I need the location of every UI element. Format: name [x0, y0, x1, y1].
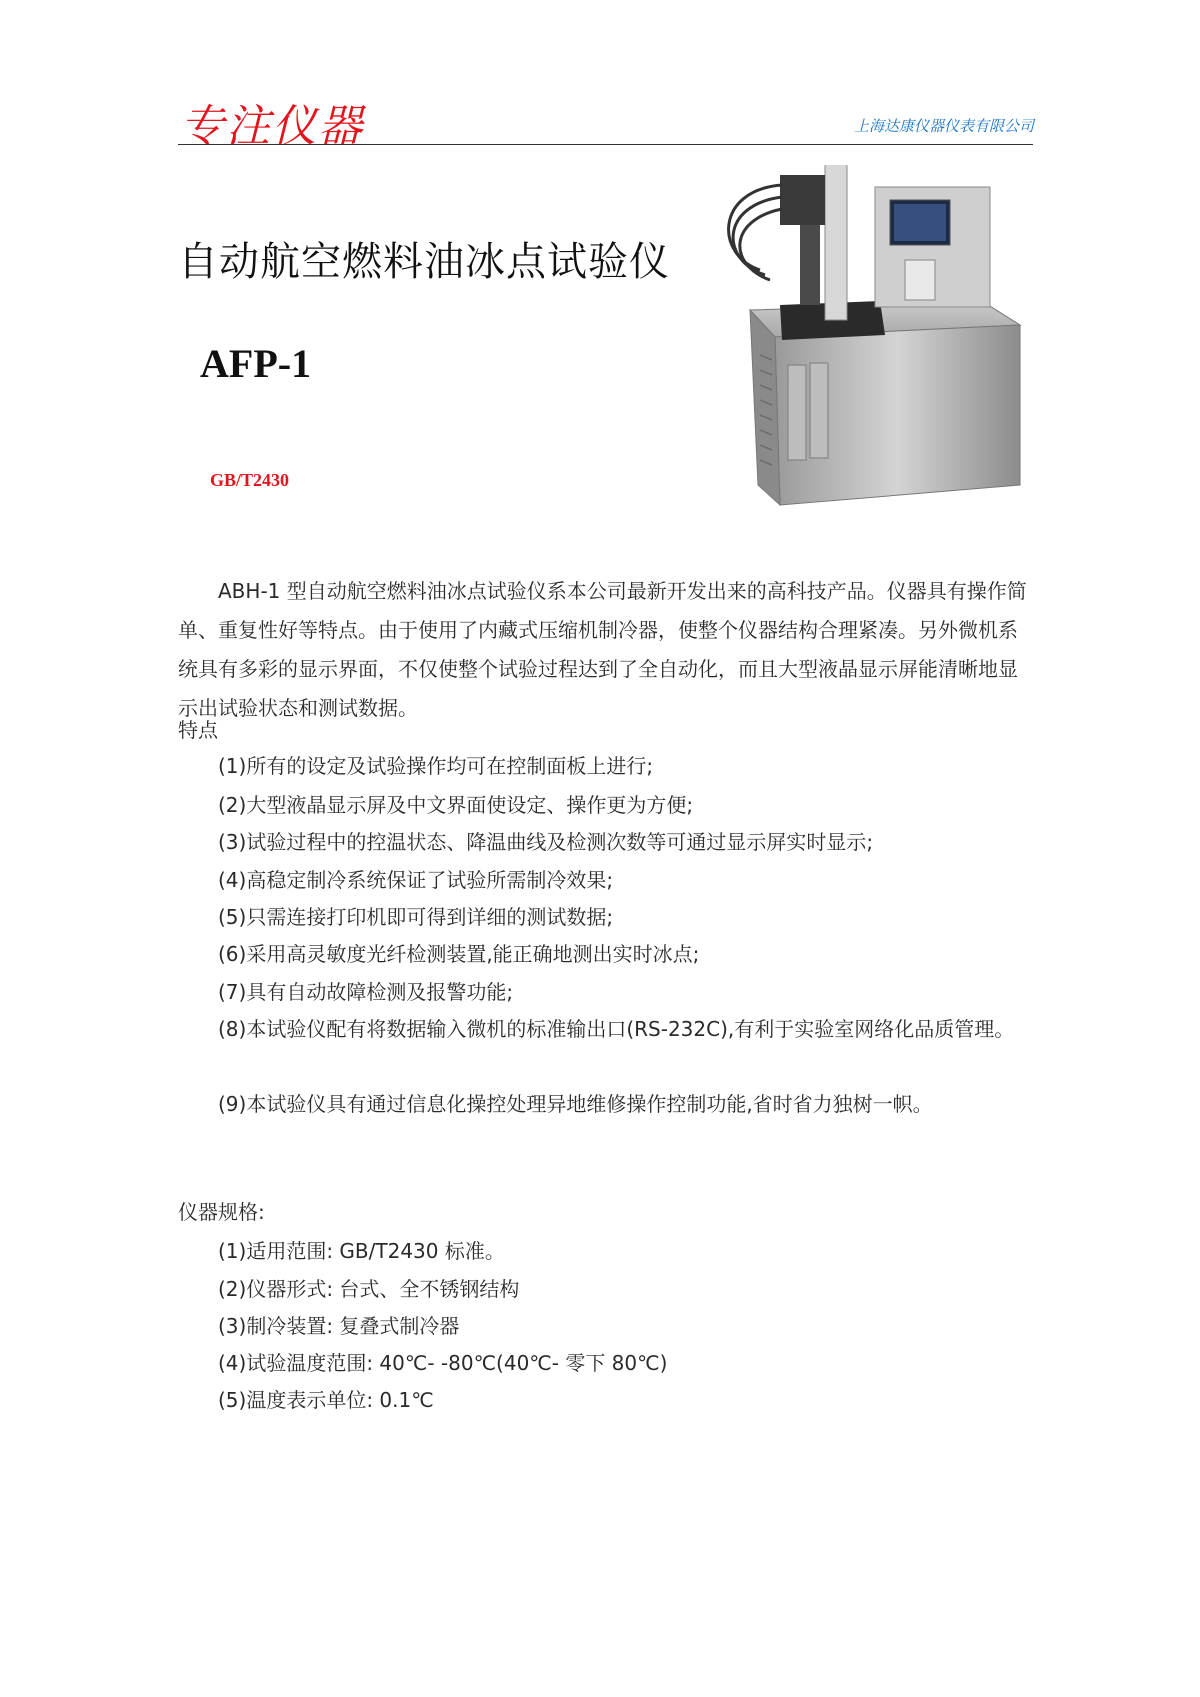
feature-item: (4)高稳定制冷系统保证了试验所需制冷效果;: [218, 868, 614, 892]
feature-item: (7)具有自动故障检测及报警功能;: [218, 980, 514, 1004]
feature-item: (9)本试验仪具有通过信息化操控处理异地维修操作控制功能,省时省力独树一帜。: [218, 1092, 933, 1116]
spec-item: (4)试验温度范围: 40℃- -80℃(40℃- 零下 80℃): [218, 1351, 668, 1375]
product-photo: [720, 165, 1040, 565]
product-title: 自动航空燃料油冰点试验仪: [178, 239, 670, 285]
spec-item: (3)制冷装置: 复叠式制冷器: [218, 1314, 460, 1338]
spec-item: (2)仪器形式: 台式、全不锈钢结构: [218, 1277, 520, 1301]
feature-item: (1)所有的设定及试验操作均可在控制面板上进行;: [218, 754, 654, 778]
feature-item: (2)大型液晶显示屏及中文界面使设定、操作更为方便;: [218, 793, 694, 817]
feature-item: (5)只需连接打印机即可得到详细的测试数据;: [218, 905, 614, 929]
feature-item: (8)本试验仪配有将数据输入微机的标准输出口(RS-232C),有利于实验室网络化品质管理。: [218, 1017, 1015, 1041]
feature-item: (3)试验过程中的控温状态、降温曲线及检测次数等可通过显示屏实时显示;: [218, 830, 874, 854]
product-model: AFP-1: [200, 341, 312, 386]
spec-item: (5)温度表示单位: 0.1℃: [218, 1388, 434, 1412]
header-divider: [178, 144, 1033, 145]
company-name: 上海达康仪器仪表有限公司: [853, 117, 1034, 135]
feature-item: (6)采用高灵敏度光纤检测装置,能正确地测出实时冰点;: [218, 942, 700, 966]
spec-item: (1)适用范围: GB/T2430 标准。: [218, 1239, 505, 1263]
intro-paragraph: ABH-1 型自动航空燃料油冰点试验仪系本公司最新开发出来的高科技产品。仪器具有操作简单、重复性好等特点。由于使用了内藏式压缩机制冷器，使整个仪器结构合理紧凑。另外微机系统具有多彩的显示界面，不仅使整个试验过程达到了全自动化，而且大型液晶显示屏能清晰地显示出试验状态和测试数据。: [178, 579, 1027, 720]
features-heading: 特点: [178, 718, 218, 742]
product-standard: GB/T2430: [210, 470, 290, 490]
specs-heading: 仪器规格:: [178, 1200, 265, 1224]
brand-logo-text: 专注仪器: [180, 101, 364, 152]
